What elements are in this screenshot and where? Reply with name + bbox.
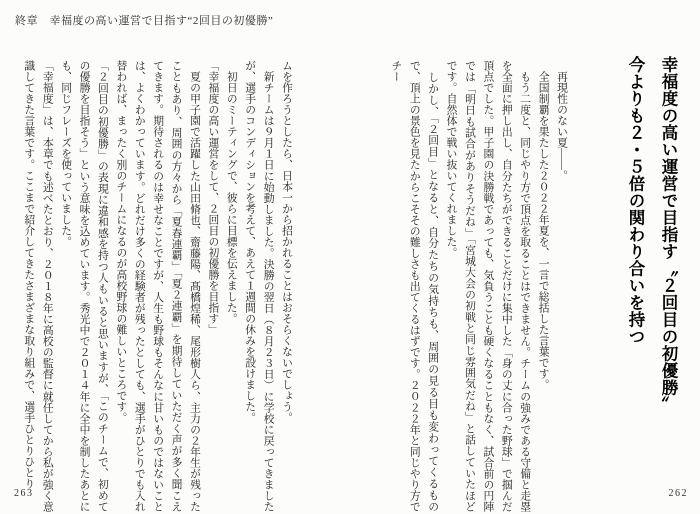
body-paragraph: 新チームは９月１日に始動しました。決勝の翌日（８月２３日）に学校に戻ってきましたが、選手のコンディションを考えて、あえて１週間の休みを設けました。 [244,60,275,512]
body-paragraph: ムを作ろうとしたら、日本一から招かれることはおそらくないでしょう。 [281,60,293,423]
body-paragraph: もう二度と、同じやり方で頂点を取ることはできません。チームの強みである守備と走塁を全面に押し出し、自分たちができることだけに集中した「身の丈に合った野球」で掴んだ頂点でした。甲子園の決勝戦であっても、気負うことも硬くなることもなく、試合前の円陣では「明日も試合がありそうだね」「宮城大会の初戦と同じ雰囲気だね」と話していたほどです。自然体で戦い抜いてくれました。 [445,60,532,512]
left-page-body [20,60,296,512]
body-paragraph: 再現性のない夏――。 [556,60,568,181]
body-paragraph: しかし、「２回目」となると、自分たちの気持ちも、周囲の見る目も変わってくるもので、頂上の景色を見たからこそその難しさも出てくるはずです。２０２２年と同じやり方でチー [390,60,440,512]
page-number-left: 263 [14,488,34,499]
body-paragraph: 「幸福度」は、本章でも述べたとおり、２０１８年に高校の監督に就任してから私が強く意識してきた言葉です。ここまで紹介してきたさまざまな取り組みで、選手ひとりひとり [23,60,54,512]
body-paragraph: 「幸福度の高い運営をして、２回目の初優勝を目指す」 [207,60,220,335]
running-header: 終章 幸福度の高い運営で目指す“2回目の初優勝” [15,15,274,27]
chapter-title [618,56,684,508]
body-paragraph: 夏の甲子園で活躍した山田脩也、齋藤陽、髙橋煌稀、尾形樹人ら、主力の２年生が残ったこともあり、周囲の方々から「夏春連覇」「夏２連覇」を期待していただく声が多く聞こえてきます。期待されるのは幸せなことですが、人生も野球もそんなに甘いものではないことは、よくわかっています。どれだけ多くの経験者が残ったとしても、選手がひとりでも入れ替われば、まったく別のチームになるのが高校野球の難しいところです。 [115,60,201,512]
body-paragraph: 初日のミーティングで、彼らに目標を伝えました。 [225,60,238,324]
right-page-body [387,60,571,512]
body-paragraph: 全国制覇を果たした２０２２年夏を、一言で総括した言葉です。 [537,60,550,390]
chapter-title-line-2: 今よりも２・５倍の関わり合いを持つ [626,56,644,345]
chapter-title-line-1: 幸福度の高い運営で目指す〝２回目の初優勝〟 [659,56,677,413]
body-paragraph: 「２回目の初優勝」の表現に違和感を持つ人もいると思いますが、「このチームで、初めての優勝を目指そう」という意味を込めています。秀光中で２０１４年に全中を制したあとにも、同じフレーズを使っていました。 [60,60,109,512]
page-number-right: 262 [668,488,688,499]
